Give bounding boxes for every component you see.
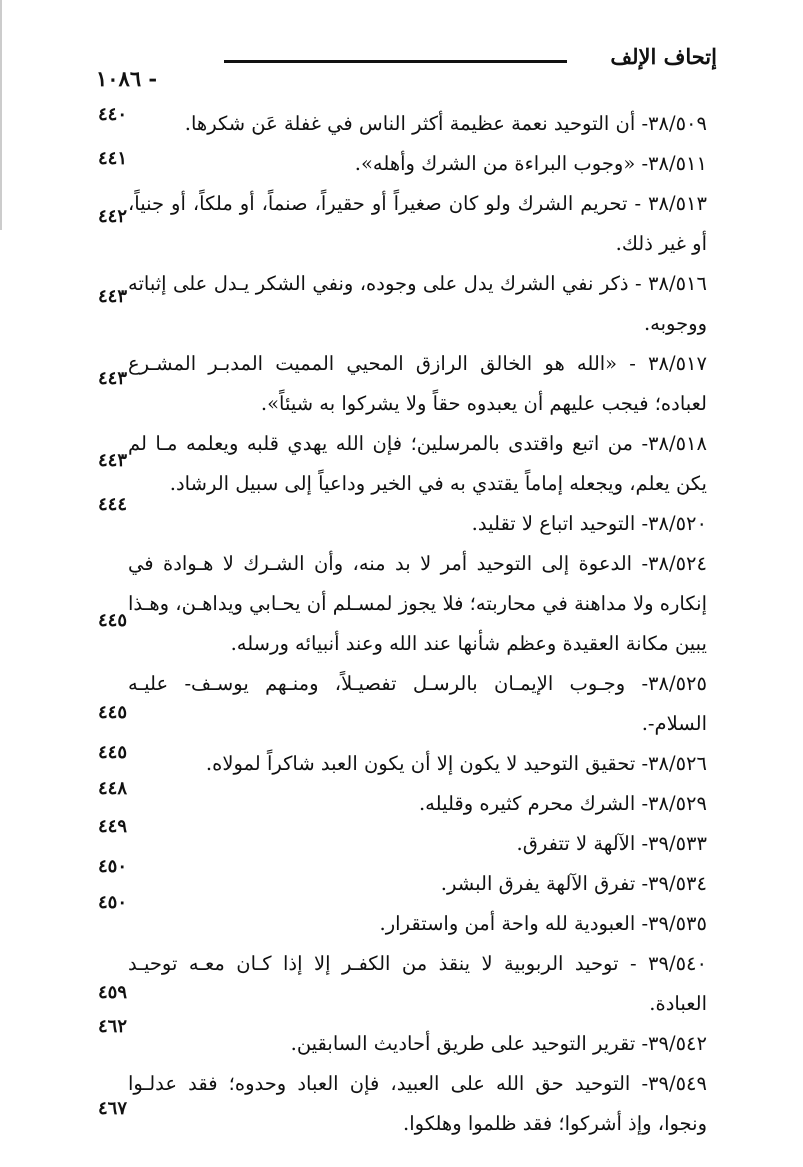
entry-text: ٣٨/٥١٣ - تحريم الشرك ولو كان صغيراً أو حقيراً، صنماً، أو ملكاً، أو جنياً، أو غير ذلك.: [128, 192, 707, 255]
index-entry: [98, 184, 707, 264]
entry-text: ٣٨/٥٠٩- أن التوحيد نعمة عظيمة أكثر الناس في غفلة عَن شكرها.: [184, 112, 707, 135]
book-title: إتحاف الإلف: [610, 44, 717, 69]
entry-page-ref: ٤٥٠: [98, 892, 128, 913]
entry-page-ref: ٤٤٣: [98, 450, 128, 471]
entry-page-ref: ٤٥٩: [98, 982, 128, 1003]
header-rule: [224, 60, 567, 63]
index-entry: [98, 816, 707, 864]
index-entry: [98, 664, 707, 744]
entry-text: ٣٩/٥٣٥- العبودية لله واحة أمن واستقرار.: [379, 912, 707, 935]
entry-page-ref: ٤٤١: [98, 148, 128, 169]
entry-text: ٣٨/٥١٧ - «الله هو الخالق الرازق المحيي المميت المدبـر المشـرع لعباده؛ فيجب عليهم أن يعبدوه حقاً ولا يشركوا به شيئاً».: [128, 352, 707, 415]
entry-page-ref: ٤٥٠: [98, 856, 128, 877]
entry-text: ٣٨/٥١٨- من اتبع واقتدى بالمرسلين؛ فإن الله يهدي قلبه ويعلمه مـا لم يكن يعلم، ويجعله إماماً يقتدي به في الخير وداعياً إلى سبيل الرشاد.: [128, 432, 707, 495]
index-entry: [98, 264, 707, 344]
entry-text: ٣٩/٥٣٣- الآلهة لا تتفرق.: [516, 832, 707, 855]
entry-page-ref: ٤٤٥: [98, 610, 128, 631]
entry-page-ref: ٤٤٠: [98, 104, 128, 125]
running-header: [96, 38, 717, 91]
index-entry: [98, 856, 707, 904]
entry-page-ref: ٤٦٢: [98, 1016, 128, 1037]
page-edge-shadow: [0, 0, 2, 230]
index-entry: [98, 144, 707, 184]
index-entry: [98, 944, 707, 1024]
index-entry: [98, 494, 707, 544]
entry-page-ref: ٤٤٣: [98, 286, 128, 307]
page-number: - ١٠٨٦: [96, 66, 158, 91]
entry-text: ٣٨/٥١١- «وجوب البراءة من الشرك وأهله».: [354, 152, 707, 175]
entry-page-ref: ٤٤٥: [98, 702, 128, 723]
entry-text: ٣٩/٥٤٠ - توحيد الربوبية لا ينقذ من الكفـر إلا إذا كـان معـه توحيـد العبادة.: [128, 952, 707, 1015]
entry-page-ref: ٤٤٣: [98, 368, 128, 389]
entry-text: ٣٨/٥٢٦- تحقيق التوحيد لا يكون إلا أن يكون العبد شاكراً لمولاه.: [205, 752, 707, 775]
index-entries: [98, 104, 707, 1144]
entry-text: ٣٨/٥١٦ - ذكر نفي الشرك يدل على وجوده، ونفي الشكر يـدل على إثباته ووجوبه.: [128, 272, 707, 335]
entry-page-ref: ٤٤٩: [98, 816, 128, 837]
entry-page-ref: ٤٤٤: [98, 494, 128, 515]
index-entry: [98, 892, 707, 944]
entry-text: ٣٩/٥٤٩- التوحيد حق الله على العبيد، فإن العباد وحدوه؛ فقد عدلـوا ونجوا، وإذ أشركوا؛ فقد ظلموا وهلكوا.: [128, 1072, 707, 1135]
entry-text: ٣٨/٥٢٥- وجـوب الإيمـان بالرسـل تفصيـلاً، ومنـهم يوسـف- عليـه السلام-.: [128, 672, 707, 735]
entry-text: ٣٨/٥٢٠- التوحيد اتباع لا تقليد.: [471, 512, 707, 535]
index-entry: [98, 104, 707, 144]
entry-text: ٣٨/٥٢٤- الدعوة إلى التوحيد أمر لا بد منه، وأن الشـرك لا هـوادة في إنكاره ولا مداهنة في محاربته؛ فلا يجوز لمسـلم أن يحـابي ويداهـن، وهـذا يبين مكانة العقيدة وعظم شأنها عند الله وعند أنبيائه ورسله.: [128, 552, 707, 655]
index-entry: [98, 778, 707, 824]
entry-page-ref: ٤٤٥: [98, 742, 128, 763]
entry-text: ٣٩/٥٤٢- تقرير التوحيد على طريق أحاديث السابقين.: [290, 1032, 707, 1055]
entry-page-ref: ٤٤٨: [98, 778, 128, 799]
entry-text: ٣٨/٥٢٩- الشرك محرم كثيره وقليله.: [418, 792, 707, 815]
index-entry: [98, 1016, 707, 1064]
entry-page-ref: ٤٤٢: [98, 206, 128, 227]
index-entry: [98, 1064, 707, 1144]
index-entry: [98, 742, 707, 784]
index-entry: [98, 544, 707, 664]
entry-text: ٣٩/٥٣٤- تفرق الآلهة يفرق البشر.: [440, 872, 707, 895]
entry-page-ref: ٤٦٧: [98, 1098, 128, 1119]
index-entry: [98, 344, 707, 424]
index-entry: [98, 424, 707, 504]
